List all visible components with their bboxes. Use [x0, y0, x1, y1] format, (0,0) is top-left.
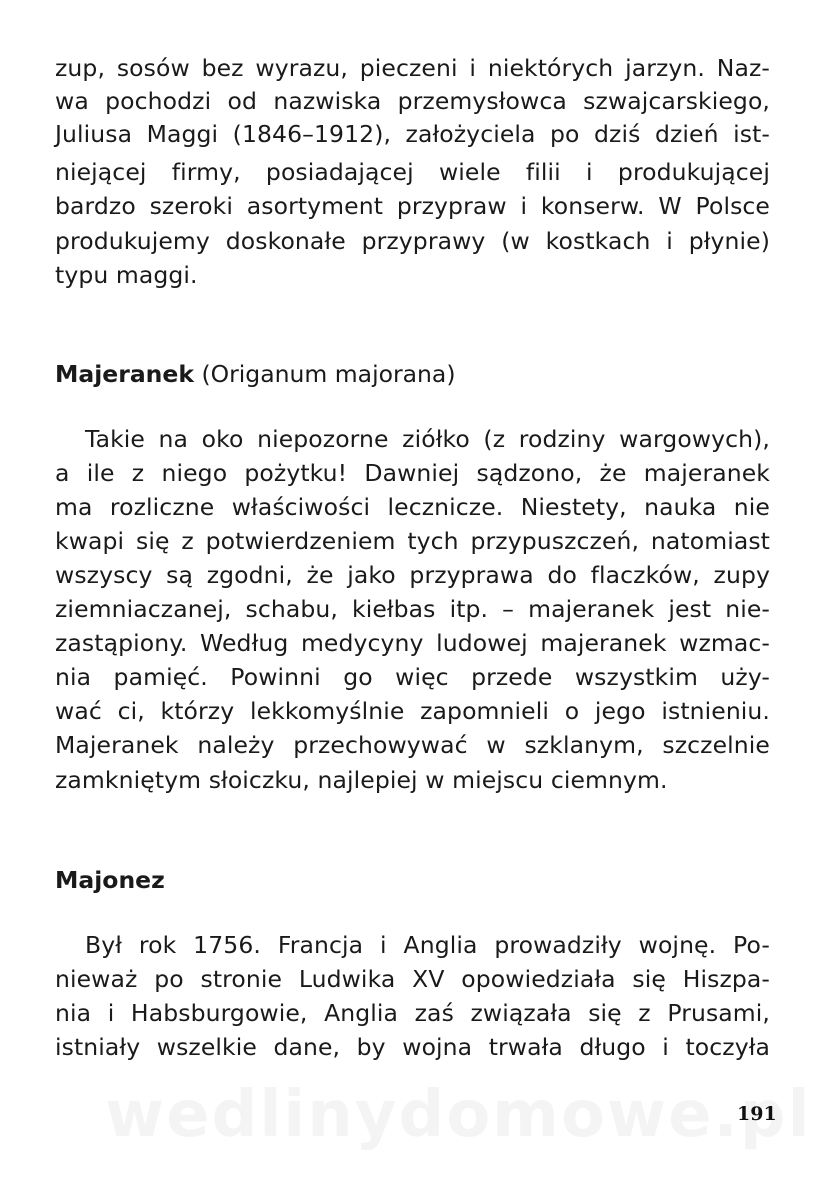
section-heading-majonez — [55, 864, 165, 896]
text-line: istniały wszelkie dane, by wojna trwała długo i toczyła — [55, 1033, 770, 1061]
text-line: niejącej firmy, posiadającej wiele filii i produkującej — [55, 158, 770, 186]
text-line: nia i Habsburgowie, Anglia zaś związała się z Prusami, — [55, 999, 770, 1027]
text-line: Majeranek należy przechowywać w szklanym, szczelnie — [55, 731, 770, 759]
text-line: bardzo szeroki asortyment przypraw i konserw. W Polsce — [55, 192, 770, 220]
text-line: ziemniaczanej, schabu, kiełbas itp. – majeranek jest nie- — [55, 595, 770, 623]
text-line: kwapi się z potwierdzeniem tych przypuszczeń, natomiast — [55, 527, 770, 555]
heading-bold: Majonez — [55, 866, 165, 894]
text-line: nia pamięć. Powinni go więc przede wszystkim uży- — [55, 663, 770, 691]
text-line: zup, sosów bez wyrazu, pieczeni i niektórych jarzyn. Naz- — [55, 54, 770, 82]
text-line: Był rok 1756. Francja i Anglia prowadziły wojnę. Po- — [85, 931, 770, 959]
text-line: produkujemy doskonałe przyprawy (w kostkach i płynie) — [55, 227, 770, 255]
watermark — [105, 1078, 812, 1152]
text-line: ma rozliczne właściwości lecznicze. Niestety, nauka nie — [55, 493, 770, 521]
text-line: Juliusa Maggi (1846–1912), założyciela po dziś dzień ist- — [55, 120, 770, 148]
text-line: wa pochodzi od nazwiska przemysłowca szwajcarskiego, — [55, 87, 770, 115]
text-line: nieważ po stronie Ludwika XV opowiedziała się Hiszpa- — [55, 965, 770, 993]
page-number: 191 — [737, 1103, 777, 1125]
text-line: Takie na oko niepozorne ziółko (z rodziny wargowych), — [85, 425, 770, 453]
text-line: zastąpiony. Według medycyny ludowej majeranek wzmac- — [55, 629, 770, 657]
text-line: wszyscy są zgodni, że jako przyprawa do flaczków, zupy — [55, 561, 770, 589]
heading-bold: Majeranek — [55, 360, 194, 388]
section-heading-majeranek — [55, 358, 456, 390]
text-line: wać ci, którzy lekkomyślnie zapomnieli o jego istnieniu. — [55, 697, 770, 725]
text-line: zamkniętym słoiczku, najlepiej w miejscu ciemnym. — [55, 766, 668, 794]
text-line: a ile z niego pożytku! Dawniej sądzono, że majeranek — [55, 459, 770, 487]
heading-latin-name: (Origanum majorana) — [193, 360, 456, 388]
text-line: typu maggi. — [55, 261, 198, 289]
